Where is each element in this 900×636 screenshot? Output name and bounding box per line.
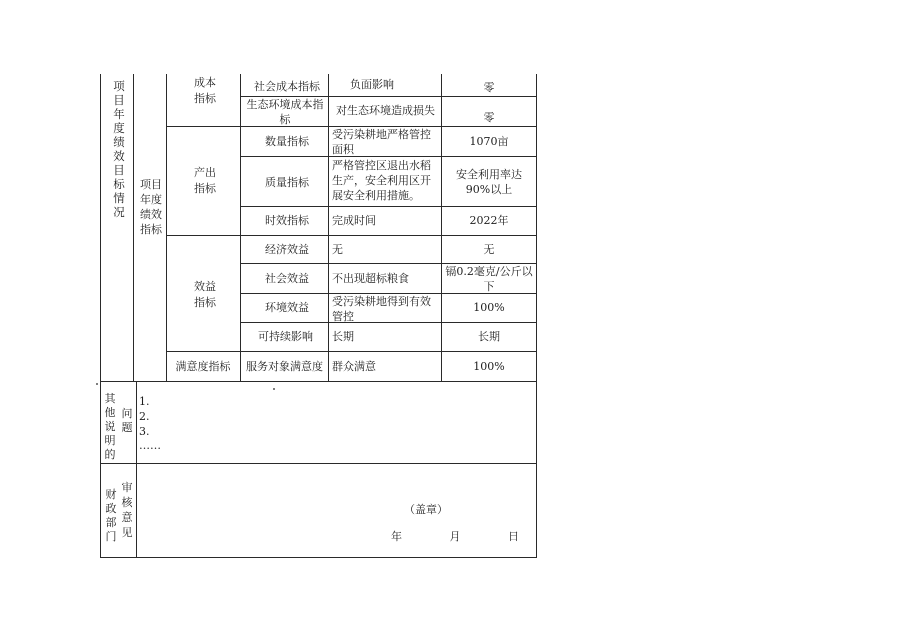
value-cell: 2022年 (469, 214, 509, 227)
note-item: 2. (139, 410, 150, 423)
col-line-4 (328, 74, 329, 382)
col-line-2 (166, 74, 167, 382)
border-left (100, 74, 101, 558)
value-cell: 安全利用率达90%以上 (456, 168, 522, 196)
other-notes-label: 其他说明的 (104, 392, 116, 461)
other-notes-label-b: 问题 (121, 407, 133, 434)
metric-cell: 时效指标 (265, 214, 309, 227)
metric-cell: 服务对象满意度 (246, 360, 323, 373)
value-cell: 1070亩 (469, 135, 509, 148)
table-bottom (100, 557, 537, 558)
metric-cell: 质量指标 (265, 176, 309, 189)
content-cell: 完成时间 (332, 214, 376, 227)
group-benefit: 效益指标 (194, 280, 216, 309)
section-label-annual-indicators: 项目年度绩效指标 (140, 178, 162, 236)
content-cell: 对生态环境造成损失 (336, 104, 435, 117)
col-line-1 (133, 74, 134, 382)
content-cell: 不出现超标粮食 (332, 272, 409, 285)
group-satisfaction: 满意度指标 (175, 360, 231, 373)
date-line: 年 月 日 (391, 530, 519, 543)
metric-cell: 社会成本指标 (254, 80, 320, 93)
scan-speck (96, 383, 98, 385)
finance-dept-label: 财政部门 (105, 488, 117, 543)
row-line-benefit-end (166, 351, 537, 352)
value-cell: 100% (473, 360, 505, 373)
value-cell: 镉0.2毫克/公斤以下 (445, 265, 533, 293)
content-cell: 严格管控区退出水稻生产，安全利用区开展安全利用措施。 (332, 159, 431, 202)
metric-cell: 环境效益 (265, 301, 309, 314)
group-cost: 成本指标 (194, 76, 216, 105)
value-cell: 100% (473, 301, 505, 314)
col-line-lower (136, 382, 137, 558)
col-line-3 (240, 74, 241, 382)
row-line-output-end (166, 235, 537, 236)
scan-speck (273, 388, 275, 390)
value-cell: 长期 (478, 330, 500, 343)
metric-cell: 经济效益 (265, 243, 309, 256)
value-cell: 零 (483, 81, 495, 94)
metric-cell: 数量指标 (265, 135, 309, 148)
group-output: 产出指标 (194, 166, 216, 195)
content-cell: 无 (332, 243, 343, 256)
section-label-annual-goals: 项目年度绩效目标情况 (113, 79, 125, 219)
value-cell: 无 (483, 243, 495, 256)
row-line-4 (240, 206, 537, 207)
content-cell: 受污染耕地严格管控面积 (332, 128, 431, 156)
seal-text: （盖章） (404, 503, 448, 516)
metric-cell: 可持续影响 (258, 330, 313, 343)
row-line-section-end (100, 381, 537, 382)
metric-cell: 社会效益 (265, 272, 309, 285)
finance-review-label: 审核意见 (121, 481, 133, 539)
content-cell: 长期 (332, 330, 354, 343)
note-item: …… (139, 439, 161, 452)
content-cell: 受污染耕地得到有效管控 (332, 295, 431, 323)
content-cell: 负面影响 (350, 78, 394, 91)
note-item: 3. (139, 425, 150, 438)
note-item: 1. (139, 395, 150, 408)
content-cell: 群众满意 (332, 360, 376, 373)
row-line-other-end (100, 463, 537, 464)
metric-cell: 生态环境成本指标 (246, 98, 324, 126)
value-cell: 零 (483, 111, 495, 124)
border-right (536, 74, 537, 558)
